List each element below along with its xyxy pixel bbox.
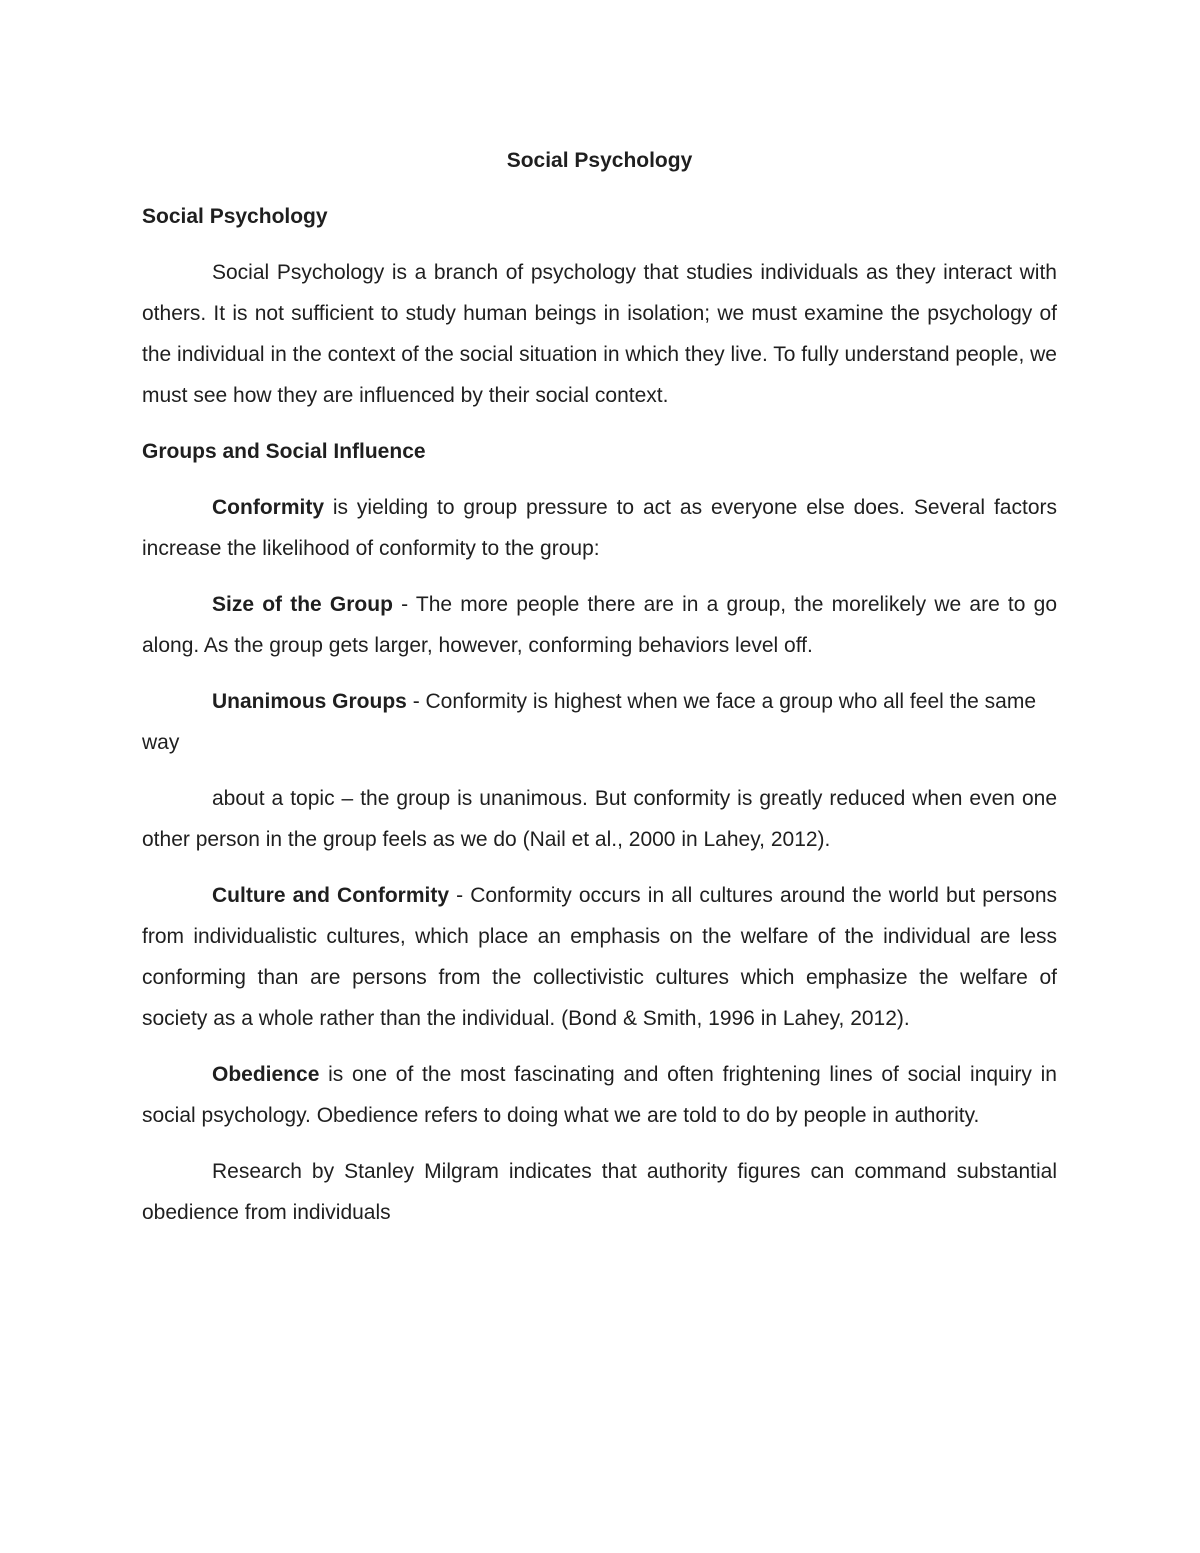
section-heading-social-psychology: Social Psychology	[142, 205, 328, 228]
term-conformity: Conformity	[212, 496, 324, 519]
size-of-group-text: - The more people there are in a group, the morelikely we are to go along. As the group gets larger, however, conforming behaviors level off.	[142, 593, 1057, 657]
culture-conformity-text: - Conformity occurs in all cultures around the world but persons from individualistic cultures, which place an emphasis on the welfare of the individual are less conforming than are persons from the collectivistic cultures which emphasize the welfare of society as a whole rather than the individual. (Bond & Smith, 1996 in Lahey, 2012).	[142, 884, 1058, 1030]
paragraph-culture-conformity	[142, 875, 1057, 1039]
obedience-text: is one of the most fascinating and often frightening lines of social inquiry in social psychology. Obedience refers to doing what we are told to do by people in authority.	[142, 1063, 1057, 1127]
paragraph-obedience	[142, 1054, 1057, 1136]
document-page	[142, 140, 1057, 1248]
paragraph-conformity	[142, 487, 1057, 569]
section-heading-groups: Groups and Social Influence	[142, 440, 426, 463]
conformity-text: is yielding to group pressure to act as everyone else does. Several factors increase the likelihood of conformity to the group:	[142, 496, 1057, 560]
paragraph-definition: Social Psychology is a branch of psychology that studies individuals as they interact with others. It is not sufficient to study human beings in isolation; we must examine the psychology of the individual in the context of the social situation in which they live. To fully understand people, we must see how they are influenced by their social context.	[142, 261, 1057, 407]
term-obedience: Obedience	[212, 1063, 320, 1086]
term-unanimous-groups: Unanimous Groups	[212, 690, 407, 713]
document-title: Social Psychology	[506, 149, 693, 172]
paragraph-unanimous-groups	[142, 681, 1057, 763]
unanimous-groups-text: - Conformity is highest when we face a group who all feel the same way	[142, 690, 1037, 754]
term-culture-conformity: Culture and Conformity	[212, 884, 450, 907]
paragraph-size-of-group	[142, 584, 1057, 666]
paragraph-unanimous-continued: about a topic – the group is unanimous. But conformity is greatly reduced when even one other person in the group feels as we do (Nail et al., 2000 in Lahey, 2012).	[142, 787, 1057, 851]
term-size-of-group: Size of the Group	[212, 593, 393, 616]
paragraph-milgram: Research by Stanley Milgram indicates that authority figures can command substantial obedience from individuals	[142, 1160, 1057, 1224]
